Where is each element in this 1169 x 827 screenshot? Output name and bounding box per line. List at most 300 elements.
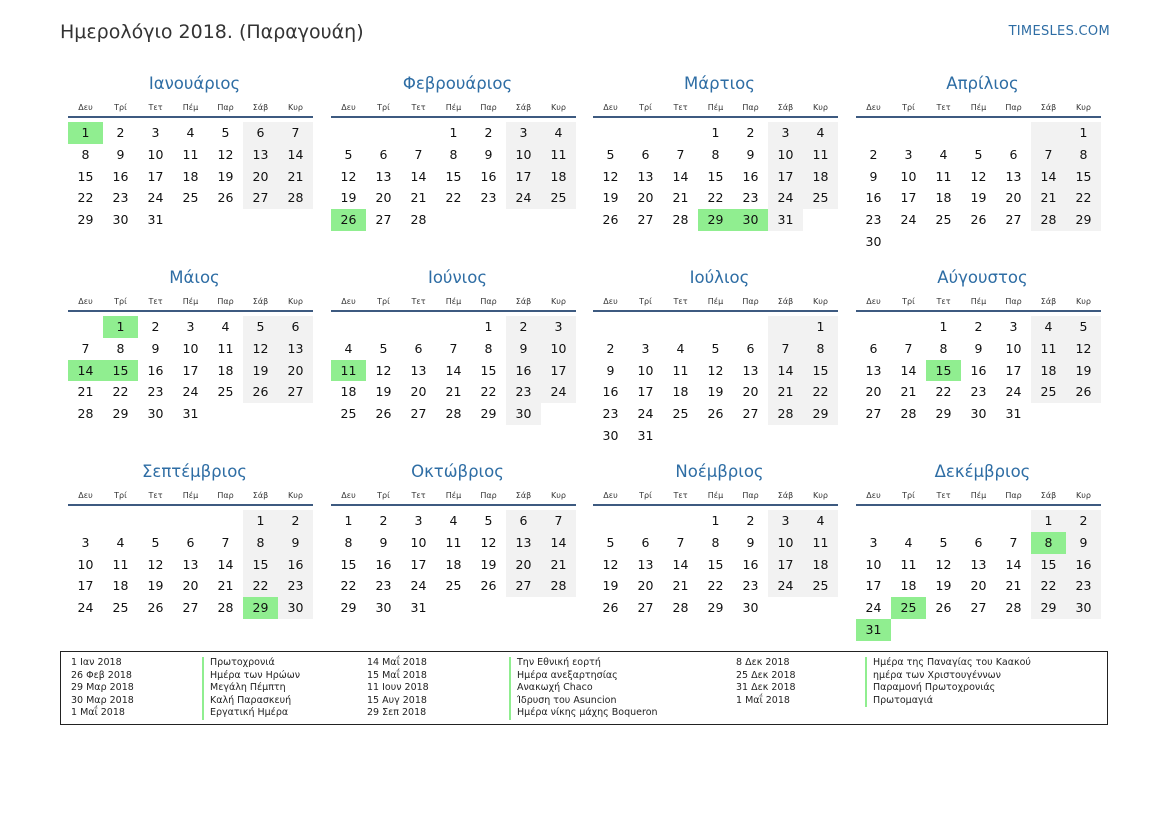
day-cell[interactable]: 25 — [803, 575, 838, 597]
day-cell[interactable]: 6 — [641, 146, 650, 162]
day-cell[interactable]: 20 — [410, 384, 427, 400]
day-cell[interactable]: 10 — [410, 534, 427, 550]
day-cell[interactable]: 30 — [865, 233, 882, 249]
day-cell[interactable]: 31 — [1005, 406, 1022, 422]
day-cell[interactable]: 28 — [768, 403, 803, 425]
holiday-day-cell[interactable]: 14 — [68, 360, 103, 382]
day-cell[interactable]: 10 — [637, 362, 654, 378]
day-cell[interactable]: 2 — [151, 319, 160, 334]
day-cell[interactable]: 19 — [602, 578, 619, 594]
day-cell[interactable]: 11 — [541, 144, 576, 166]
day-cell[interactable]: 26 — [147, 600, 164, 616]
day-cell[interactable]: 25 — [1031, 381, 1066, 403]
day-cell[interactable]: 1 — [243, 510, 278, 532]
day-cell[interactable]: 25 — [217, 384, 234, 400]
holiday-day-cell[interactable]: 15 — [926, 360, 961, 382]
day-cell[interactable]: 18 — [672, 384, 689, 400]
day-cell[interactable]: 10 — [1005, 340, 1022, 356]
day-cell[interactable]: 3 — [541, 316, 576, 338]
day-cell[interactable]: 27 — [278, 381, 313, 403]
day-cell[interactable]: 1 — [344, 513, 353, 528]
day-cell[interactable]: 24 — [506, 187, 541, 209]
day-cell[interactable]: 27 — [865, 406, 882, 422]
day-cell[interactable]: 5 — [974, 146, 983, 162]
day-cell[interactable]: 9 — [746, 146, 755, 162]
day-cell[interactable]: 10 — [768, 532, 803, 554]
day-cell[interactable]: 17 — [77, 578, 94, 594]
day-cell[interactable]: 27 — [410, 406, 427, 422]
day-cell[interactable]: 24 — [768, 575, 803, 597]
holiday-day-cell[interactable]: 11 — [331, 360, 366, 382]
day-cell[interactable]: 31 — [768, 209, 803, 231]
day-cell[interactable]: 24 — [1005, 384, 1022, 400]
day-cell[interactable]: 24 — [182, 384, 199, 400]
day-cell[interactable]: 26 — [243, 381, 278, 403]
day-cell[interactable]: 22 — [1031, 575, 1066, 597]
day-cell[interactable]: 19 — [970, 190, 987, 206]
day-cell[interactable]: 20 — [506, 554, 541, 576]
day-cell[interactable]: 22 — [803, 381, 838, 403]
day-cell[interactable]: 2 — [974, 319, 983, 334]
day-cell[interactable]: 2 — [746, 513, 755, 528]
day-cell[interactable]: 6 — [414, 340, 423, 356]
holiday-day-cell[interactable]: 1 — [68, 122, 103, 144]
day-cell[interactable]: 9 — [484, 146, 493, 162]
day-cell[interactable]: 16 — [970, 362, 987, 378]
day-cell[interactable]: 19 — [340, 190, 357, 206]
day-cell[interactable]: 20 — [1005, 190, 1022, 206]
day-cell[interactable]: 28 — [672, 600, 689, 616]
day-cell[interactable]: 24 — [900, 212, 917, 228]
day-cell[interactable]: 6 — [746, 340, 755, 356]
day-cell[interactable]: 16 — [865, 190, 882, 206]
day-cell[interactable]: 7 — [1031, 144, 1066, 166]
day-cell[interactable]: 17 — [506, 166, 541, 188]
day-cell[interactable]: 28 — [1031, 209, 1066, 231]
day-cell[interactable]: 26 — [602, 600, 619, 616]
day-cell[interactable]: 21 — [445, 384, 462, 400]
day-cell[interactable]: 21 — [410, 190, 427, 206]
day-cell[interactable]: 26 — [970, 212, 987, 228]
day-cell[interactable]: 21 — [217, 578, 234, 594]
day-cell[interactable]: 5 — [484, 513, 493, 528]
day-cell[interactable]: 11 — [217, 340, 234, 356]
day-cell[interactable]: 12 — [147, 556, 164, 572]
day-cell[interactable]: 10 — [865, 556, 882, 572]
day-cell[interactable]: 12 — [243, 338, 278, 360]
holiday-day-cell[interactable]: 8 — [1031, 532, 1066, 554]
day-cell[interactable]: 7 — [768, 338, 803, 360]
day-cell[interactable]: 19 — [243, 360, 278, 382]
day-cell[interactable]: 27 — [637, 212, 654, 228]
day-cell[interactable]: 19 — [602, 190, 619, 206]
day-cell[interactable]: 14 — [445, 362, 462, 378]
day-cell[interactable]: 19 — [217, 168, 234, 184]
day-cell[interactable]: 8 — [711, 146, 720, 162]
day-cell[interactable]: 30 — [742, 600, 759, 616]
day-cell[interactable]: 29 — [480, 406, 497, 422]
day-cell[interactable]: 10 — [506, 144, 541, 166]
holiday-day-cell[interactable]: 15 — [103, 360, 138, 382]
day-cell[interactable]: 9 — [506, 338, 541, 360]
day-cell[interactable]: 29 — [803, 403, 838, 425]
day-cell[interactable]: 6 — [1009, 146, 1018, 162]
holiday-day-cell[interactable]: 26 — [331, 209, 366, 231]
day-cell[interactable]: 2 — [506, 316, 541, 338]
day-cell[interactable]: 26 — [602, 212, 619, 228]
holiday-day-cell[interactable]: 29 — [698, 209, 733, 231]
day-cell[interactable]: 3 — [151, 125, 160, 140]
day-cell[interactable]: 16 — [112, 168, 129, 184]
day-cell[interactable]: 30 — [1066, 597, 1101, 619]
day-cell[interactable]: 6 — [186, 534, 195, 550]
day-cell[interactable]: 15 — [803, 360, 838, 382]
day-cell[interactable]: 7 — [449, 340, 458, 356]
day-cell[interactable]: 6 — [243, 122, 278, 144]
day-cell[interactable]: 5 — [606, 534, 615, 550]
day-cell[interactable]: 18 — [900, 578, 917, 594]
day-cell[interactable]: 21 — [77, 384, 94, 400]
day-cell[interactable]: 3 — [81, 534, 90, 550]
day-cell[interactable]: 22 — [707, 190, 724, 206]
day-cell[interactable]: 16 — [375, 556, 392, 572]
day-cell[interactable]: 17 — [182, 362, 199, 378]
day-cell[interactable]: 10 — [182, 340, 199, 356]
day-cell[interactable]: 29 — [1066, 209, 1101, 231]
day-cell[interactable]: 9 — [606, 362, 615, 378]
day-cell[interactable]: 22 — [480, 384, 497, 400]
day-cell[interactable]: 11 — [803, 144, 838, 166]
day-cell[interactable]: 12 — [1066, 338, 1101, 360]
day-cell[interactable]: 1 — [1031, 510, 1066, 532]
day-cell[interactable]: 11 — [900, 556, 917, 572]
day-cell[interactable]: 6 — [974, 534, 983, 550]
day-cell[interactable]: 14 — [278, 144, 313, 166]
day-cell[interactable]: 10 — [541, 338, 576, 360]
day-cell[interactable]: 14 — [900, 362, 917, 378]
day-cell[interactable]: 20 — [182, 578, 199, 594]
day-cell[interactable]: 30 — [147, 406, 164, 422]
day-cell[interactable]: 27 — [970, 600, 987, 616]
day-cell[interactable]: 8 — [484, 340, 493, 356]
day-cell[interactable]: 21 — [1031, 187, 1066, 209]
day-cell[interactable]: 8 — [939, 340, 948, 356]
day-cell[interactable]: 16 — [742, 168, 759, 184]
day-cell[interactable]: 7 — [414, 146, 423, 162]
day-cell[interactable]: 24 — [865, 600, 882, 616]
day-cell[interactable]: 12 — [340, 168, 357, 184]
day-cell[interactable]: 14 — [217, 556, 234, 572]
day-cell[interactable]: 2 — [278, 510, 313, 532]
day-cell[interactable]: 18 — [445, 556, 462, 572]
holiday-day-cell[interactable]: 31 — [856, 619, 891, 641]
day-cell[interactable]: 20 — [742, 384, 759, 400]
day-cell[interactable]: 3 — [641, 340, 650, 356]
day-cell[interactable]: 1 — [711, 513, 720, 528]
day-cell[interactable]: 1 — [484, 319, 493, 334]
day-cell[interactable]: 8 — [449, 146, 458, 162]
day-cell[interactable]: 27 — [375, 212, 392, 228]
day-cell[interactable]: 23 — [602, 406, 619, 422]
day-cell[interactable]: 15 — [707, 556, 724, 572]
day-cell[interactable]: 21 — [278, 166, 313, 188]
day-cell[interactable]: 15 — [480, 362, 497, 378]
day-cell[interactable]: 18 — [803, 166, 838, 188]
day-cell[interactable]: 29 — [935, 406, 952, 422]
day-cell[interactable]: 18 — [803, 554, 838, 576]
day-cell[interactable]: 30 — [278, 597, 313, 619]
day-cell[interactable]: 28 — [1005, 600, 1022, 616]
day-cell[interactable]: 25 — [803, 187, 838, 209]
day-cell[interactable]: 23 — [480, 190, 497, 206]
day-cell[interactable]: 1 — [449, 125, 458, 140]
holiday-day-cell[interactable]: 30 — [733, 209, 768, 231]
day-cell[interactable]: 15 — [445, 168, 462, 184]
day-cell[interactable]: 30 — [970, 406, 987, 422]
day-cell[interactable]: 14 — [1005, 556, 1022, 572]
day-cell[interactable]: 21 — [672, 190, 689, 206]
day-cell[interactable]: 11 — [182, 146, 199, 162]
day-cell[interactable]: 18 — [1031, 360, 1066, 382]
day-cell[interactable]: 5 — [151, 534, 160, 550]
day-cell[interactable]: 13 — [865, 362, 882, 378]
day-cell[interactable]: 26 — [707, 406, 724, 422]
day-cell[interactable]: 3 — [506, 122, 541, 144]
day-cell[interactable]: 7 — [221, 534, 230, 550]
day-cell[interactable]: 2 — [116, 125, 125, 140]
day-cell[interactable]: 12 — [217, 146, 234, 162]
day-cell[interactable]: 22 — [243, 575, 278, 597]
day-cell[interactable]: 21 — [672, 578, 689, 594]
day-cell[interactable]: 12 — [375, 362, 392, 378]
day-cell[interactable]: 3 — [414, 513, 423, 528]
day-cell[interactable]: 30 — [112, 212, 129, 228]
day-cell[interactable]: 29 — [340, 600, 357, 616]
day-cell[interactable]: 2 — [379, 513, 388, 528]
day-cell[interactable]: 5 — [1066, 316, 1101, 338]
day-cell[interactable]: 18 — [340, 384, 357, 400]
day-cell[interactable]: 27 — [243, 187, 278, 209]
day-cell[interactable]: 3 — [186, 319, 195, 334]
day-cell[interactable]: 10 — [900, 168, 917, 184]
day-cell[interactable]: 9 — [379, 534, 388, 550]
day-cell[interactable]: 17 — [900, 190, 917, 206]
day-cell[interactable]: 7 — [676, 146, 685, 162]
day-cell[interactable]: 17 — [865, 578, 882, 594]
day-cell[interactable]: 30 — [602, 427, 619, 443]
day-cell[interactable]: 2 — [746, 125, 755, 140]
day-cell[interactable]: 27 — [742, 406, 759, 422]
day-cell[interactable]: 24 — [637, 406, 654, 422]
day-cell[interactable]: 15 — [243, 554, 278, 576]
day-cell[interactable]: 19 — [480, 556, 497, 572]
day-cell[interactable]: 4 — [449, 513, 458, 528]
day-cell[interactable]: 4 — [541, 122, 576, 144]
day-cell[interactable]: 21 — [541, 554, 576, 576]
day-cell[interactable]: 15 — [1066, 166, 1101, 188]
day-cell[interactable]: 25 — [340, 406, 357, 422]
day-cell[interactable]: 23 — [742, 578, 759, 594]
day-cell[interactable]: 30 — [375, 600, 392, 616]
day-cell[interactable]: 7 — [81, 340, 90, 356]
day-cell[interactable]: 7 — [676, 534, 685, 550]
day-cell[interactable]: 26 — [1066, 381, 1101, 403]
day-cell[interactable]: 15 — [1031, 554, 1066, 576]
day-cell[interactable]: 19 — [375, 384, 392, 400]
day-cell[interactable]: 19 — [707, 384, 724, 400]
day-cell[interactable]: 27 — [637, 600, 654, 616]
day-cell[interactable]: 28 — [77, 406, 94, 422]
day-cell[interactable]: 9 — [746, 534, 755, 550]
day-cell[interactable]: 4 — [221, 319, 230, 334]
day-cell[interactable]: 25 — [445, 578, 462, 594]
day-cell[interactable]: 15 — [340, 556, 357, 572]
day-cell[interactable]: 28 — [672, 212, 689, 228]
day-cell[interactable]: 12 — [707, 362, 724, 378]
day-cell[interactable]: 8 — [711, 534, 720, 550]
day-cell[interactable]: 26 — [217, 190, 234, 206]
day-cell[interactable]: 29 — [77, 212, 94, 228]
day-cell[interactable]: 29 — [707, 600, 724, 616]
day-cell[interactable]: 23 — [742, 190, 759, 206]
day-cell[interactable]: 16 — [147, 362, 164, 378]
day-cell[interactable]: 7 — [1009, 534, 1018, 550]
day-cell[interactable]: 31 — [637, 427, 654, 443]
day-cell[interactable]: 23 — [112, 190, 129, 206]
day-cell[interactable]: 21 — [900, 384, 917, 400]
day-cell[interactable]: 29 — [112, 406, 129, 422]
day-cell[interactable]: 14 — [1031, 166, 1066, 188]
day-cell[interactable]: 13 — [970, 556, 987, 572]
day-cell[interactable]: 21 — [1005, 578, 1022, 594]
day-cell[interactable]: 13 — [243, 144, 278, 166]
day-cell[interactable]: 9 — [151, 340, 160, 356]
day-cell[interactable]: 25 — [112, 600, 129, 616]
day-cell[interactable]: 22 — [77, 190, 94, 206]
day-cell[interactable]: 31 — [410, 600, 427, 616]
holiday-day-cell[interactable]: 1 — [103, 316, 138, 338]
day-cell[interactable]: 23 — [970, 384, 987, 400]
day-cell[interactable]: 23 — [147, 384, 164, 400]
day-cell[interactable]: 20 — [243, 166, 278, 188]
day-cell[interactable]: 1 — [1066, 122, 1101, 144]
day-cell[interactable]: 8 — [116, 340, 125, 356]
day-cell[interactable]: 3 — [768, 122, 803, 144]
day-cell[interactable]: 2 — [1066, 510, 1101, 532]
day-cell[interactable]: 19 — [147, 578, 164, 594]
day-cell[interactable]: 10 — [768, 144, 803, 166]
day-cell[interactable]: 4 — [803, 122, 838, 144]
day-cell[interactable]: 4 — [116, 534, 125, 550]
day-cell[interactable]: 9 — [278, 532, 313, 554]
day-cell[interactable]: 11 — [803, 532, 838, 554]
day-cell[interactable]: 18 — [217, 362, 234, 378]
day-cell[interactable]: 22 — [707, 578, 724, 594]
day-cell[interactable]: 14 — [410, 168, 427, 184]
day-cell[interactable]: 15 — [707, 168, 724, 184]
day-cell[interactable]: 5 — [243, 316, 278, 338]
day-cell[interactable]: 4 — [186, 125, 195, 140]
day-cell[interactable]: 25 — [541, 187, 576, 209]
day-cell[interactable]: 11 — [672, 362, 689, 378]
day-cell[interactable]: 22 — [935, 384, 952, 400]
day-cell[interactable]: 3 — [768, 510, 803, 532]
day-cell[interactable]: 9 — [116, 146, 125, 162]
day-cell[interactable]: 28 — [541, 575, 576, 597]
day-cell[interactable]: 3 — [1009, 319, 1018, 334]
day-cell[interactable]: 10 — [147, 146, 164, 162]
holiday-day-cell[interactable]: 29 — [243, 597, 278, 619]
day-cell[interactable]: 26 — [935, 600, 952, 616]
day-cell[interactable]: 23 — [506, 381, 541, 403]
day-cell[interactable]: 8 — [1066, 144, 1101, 166]
day-cell[interactable]: 17 — [637, 384, 654, 400]
holiday-day-cell[interactable]: 25 — [891, 597, 926, 619]
day-cell[interactable]: 2 — [869, 146, 878, 162]
day-cell[interactable]: 25 — [935, 212, 952, 228]
day-cell[interactable]: 13 — [278, 338, 313, 360]
day-cell[interactable]: 26 — [375, 406, 392, 422]
day-cell[interactable]: 17 — [768, 166, 803, 188]
day-cell[interactable]: 28 — [900, 406, 917, 422]
day-cell[interactable]: 25 — [672, 406, 689, 422]
day-cell[interactable]: 10 — [77, 556, 94, 572]
day-cell[interactable]: 7 — [278, 122, 313, 144]
day-cell[interactable]: 17 — [147, 168, 164, 184]
day-cell[interactable]: 23 — [278, 575, 313, 597]
day-cell[interactable]: 5 — [606, 146, 615, 162]
day-cell[interactable]: 28 — [217, 600, 234, 616]
day-cell[interactable]: 2 — [484, 125, 493, 140]
day-cell[interactable]: 20 — [865, 384, 882, 400]
day-cell[interactable]: 20 — [637, 190, 654, 206]
day-cell[interactable]: 13 — [1005, 168, 1022, 184]
day-cell[interactable]: 6 — [278, 316, 313, 338]
day-cell[interactable]: 17 — [410, 556, 427, 572]
day-cell[interactable]: 3 — [904, 146, 913, 162]
day-cell[interactable]: 6 — [379, 146, 388, 162]
day-cell[interactable]: 6 — [641, 534, 650, 550]
day-cell[interactable]: 1 — [803, 316, 838, 338]
day-cell[interactable]: 16 — [480, 168, 497, 184]
day-cell[interactable]: 12 — [935, 556, 952, 572]
day-cell[interactable]: 31 — [182, 406, 199, 422]
day-cell[interactable]: 5 — [379, 340, 388, 356]
day-cell[interactable]: 14 — [768, 360, 803, 382]
day-cell[interactable]: 1 — [711, 125, 720, 140]
day-cell[interactable]: 5 — [711, 340, 720, 356]
day-cell[interactable]: 13 — [637, 168, 654, 184]
day-cell[interactable]: 26 — [480, 578, 497, 594]
day-cell[interactable]: 12 — [602, 168, 619, 184]
day-cell[interactable]: 23 — [1066, 575, 1101, 597]
day-cell[interactable]: 5 — [221, 125, 230, 140]
day-cell[interactable]: 11 — [935, 168, 952, 184]
day-cell[interactable]: 11 — [1031, 338, 1066, 360]
day-cell[interactable]: 4 — [939, 146, 948, 162]
day-cell[interactable]: 30 — [506, 403, 541, 425]
day-cell[interactable]: 24 — [77, 600, 94, 616]
day-cell[interactable]: 31 — [147, 212, 164, 228]
day-cell[interactable]: 28 — [410, 212, 427, 228]
day-cell[interactable]: 1 — [939, 319, 948, 334]
day-cell[interactable]: 13 — [742, 362, 759, 378]
day-cell[interactable]: 16 — [1066, 554, 1101, 576]
day-cell[interactable]: 2 — [606, 340, 615, 356]
day-cell[interactable]: 14 — [672, 168, 689, 184]
day-cell[interactable]: 20 — [375, 190, 392, 206]
day-cell[interactable]: 27 — [506, 575, 541, 597]
